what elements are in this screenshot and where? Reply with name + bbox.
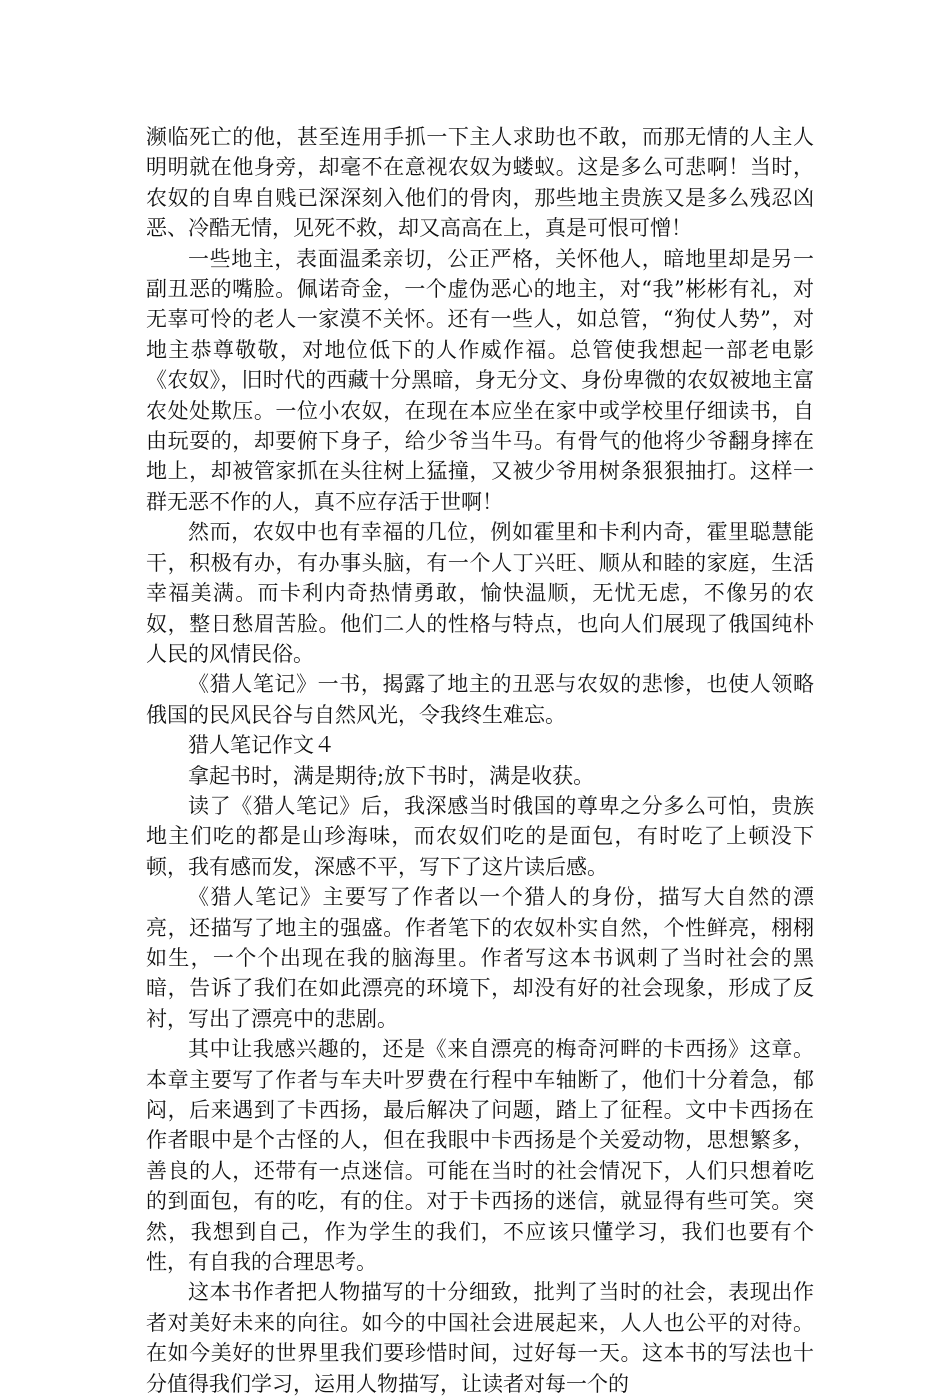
paragraph-after-reading: 读了《猎人笔记》后，我深感当时俄国的尊卑之分多么可怕，贵族地主们吃的都是山珍海味，而农奴们吃的是面包，有时吃了上顿没下顿，我有感而发，深感不平，写下了这片读后感。 — [146, 793, 814, 879]
essay-heading: 猎人笔记作文４ — [188, 733, 335, 758]
paragraph-summary: 《猎人笔记》一书，揭露了地主的丑恶与农奴的悲惨，也使人领略俄国的民风民谷与自然风光，令我终生难忘。 — [146, 672, 814, 727]
paragraph-kasyan: 其中让我感兴趣的，还是《来自漂亮的梅奇河畔的卡西扬》这章。本章主要写了作者与车夫叶罗费在行程中车轴断了，他们十分着急，郁闷，后来遇到了卡西扬，最后解决了问题，踏上了征程。文中卡西扬在作者眼中是个古怪的人，但在我眼中卡西扬是个关爱动物，思想繁多，善良的人，还带有一点迷信。可能在当时的社会情况下，人们只想着吃的到面包，有的吃，有的住。对于卡西扬的迷信，就显得有些可笑。突然，我想到自己，作为学生的我们，不应该只懂学习，我们也要有个性，有自我的合理思考。 — [146, 1037, 814, 1275]
paragraph-opening: 拿起书时，满是期待;放下书时，满是收获。 — [188, 763, 595, 788]
paragraph-continuation: 濒临死亡的他，甚至连用手抓一下主人求助也不敢，而那无情的人主人明明就在他身旁，却毫不在意视农奴为蝼蚁。这是多么可悲啊！当时，农奴的自卑自贱已深深刻入他们的骨肉，那些地主贵族又是多么残忍凶恶、冷酷无情，见死不救，却又高高在上，真是可恨可憎！ — [146, 125, 814, 241]
paragraph-landlords: 一些地主，表面温柔亲切，公正严格，关怀他人，暗地里却是另一副丑恶的嘴脸。佩诺奇金，一个虚伪恶心的地主，对“我”彬彬有礼，对无辜可怜的老人一家漠不关怀。还有一些人，如总管，“狗仗人势”，对地主恭尊敬敬，对地位低下的人作威作福。总管使我想起一部老电影《农奴》，旧时代的西藏十分黑暗，身无分文、身份卑微的农奴被地主富农处处欺压。一位小农奴，在现在本应坐在家中或学校里仔细读书，自由玩耍的，却要俯下身子，给少爷当牛马。有骨气的他将少爷翻身摔在地上，却被管家抓在头往树上猛撞，又被少爷用树条狠狠抽打。这样一群无恶不作的人，真不应存活于世啊！ — [146, 246, 814, 514]
document-body — [146, 122, 814, 1399]
paragraph-conclusion: 这本书作者把人物描写的十分细致，批判了当时的社会，表现出作者对美好未来的向往。如今的中国社会进展起来，人人也公平的对待。在如今美好的世界里我们要珍惜时间，过好每一天。这本书的写法也十分值得我们学习，运用人物描写，让读者对每一个的 — [146, 1280, 814, 1396]
paragraph-happy-serfs: 然而，农奴中也有幸福的几位，例如霍里和卡利内奇，霍里聪慧能干，积极有办，有办事头脑，有一个人丁兴旺、顺从和睦的家庭，生活幸福美满。而卡利内奇热情勇敢，愉快温顺，无忧无虑，不像另的农奴，整日愁眉苦脸。他们二人的性格与特点，也向人们展现了俄国纯朴人民的风情民俗。 — [146, 520, 814, 666]
paragraph-main-content: 《猎人笔记》主要写了作者以一个猎人的身份，描写大自然的漂亮，还描写了地主的强盛。作者笔下的农奴朴实自然，个性鲜亮，栩栩如生，一个个出现在我的脑海里。作者写这本书讽刺了当时社会的黑暗，告诉了我们在如此漂亮的环境下，却没有好的社会现象，形成了反衬，写出了漂亮中的悲剧。 — [146, 885, 814, 1031]
